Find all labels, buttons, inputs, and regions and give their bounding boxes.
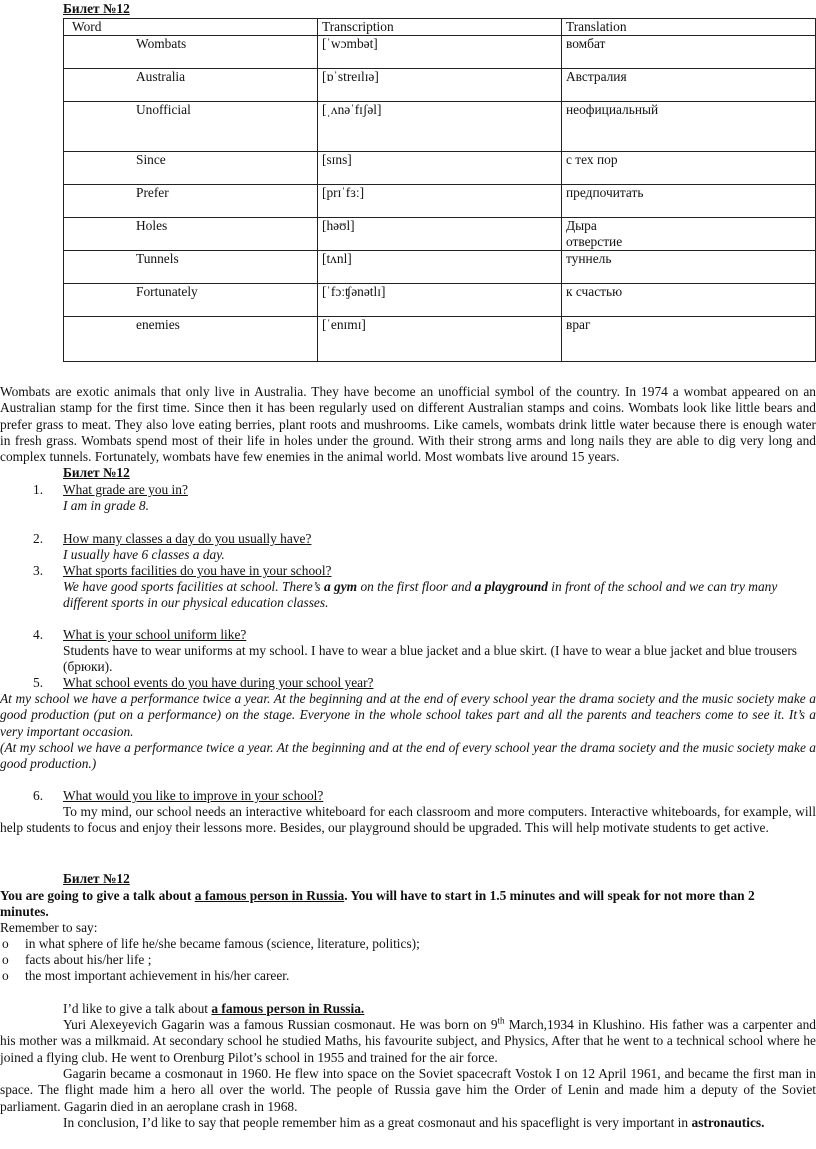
vocabulary-table [63,18,816,362]
list-item: facts about his/her life ; [25,952,152,967]
transcription-cell: [prɪˈfɜː] [318,185,562,218]
header-translation: Translation [562,19,816,36]
talk-intro [63,1001,364,1017]
task-part: You are going to give a talk about [0,888,195,903]
table-row [64,152,816,185]
word-cell: Fortunately [64,284,318,317]
question-2: How many classes a day do you usually have? [63,531,312,546]
translation-cell: к счастью [562,284,816,317]
answer-5: At my school we have a performance twice a year. At the beginning and at the end of every school year the drama society and the music society make a good production (put on a performance) on the stage. Everyone in the whole school takes part and all the parents and teachers come to see it. It’s a very important occasion. [0,691,816,739]
table-header-row [64,19,816,36]
table-row [64,69,816,102]
question-number: 2. [33,531,44,546]
word-cell: Tunnels [64,251,318,284]
question-number: 3. [33,563,44,578]
translation-cell: вомбат [562,36,816,69]
question-6: What would you like to improve in your school? [63,788,324,803]
answer-2: I usually have 6 classes a day. [63,547,225,562]
task-part: . You will have to start in 1.5 minutes and will speak for not more than 2 minutes. [0,888,755,920]
intro-text: I’d like to give a talk about [63,1001,212,1016]
question-number: 1. [33,482,44,497]
superscript: th [497,1015,505,1026]
answer-3 [63,579,815,612]
answer-emphasis: a gym [323,579,358,594]
translation-line: Дыра [566,218,597,233]
list-item: in what sphere of life he/she became famous (science, literature, politics); [25,936,420,951]
translation-line: отверстие [566,234,623,249]
gagarin-paragraph-2: Gagarin became a cosmonaut in 1960. He flew into space on the Soviet spacecraft Vostok I on 12 April 1961, and became the first man in space. The flight made him a hero all over the world. The people of Russia gave him the Order of Lenin and made him a deputy of the Soviet parliament. Gagarin died in an aeroplane crash in 1968. [0,1066,816,1114]
answer-text: on the first floor and [357,579,475,594]
transcription-cell: [sɪns] [318,152,562,185]
translation-cell: неофициальный [562,102,816,152]
section3-title: Билет №12 [63,871,130,886]
bullet-marker: o [2,952,9,967]
translation-cell: туннель [562,251,816,284]
translation-cell: с тех пор [562,152,816,185]
table-row [64,36,816,69]
answer-text: in front of the school and we can try many different sports in our physical education classes. [63,579,778,611]
word-cell: Wombats [64,36,318,69]
word-cell: Unofficial [64,102,318,152]
table-row [64,102,816,152]
word-cell: enemies [64,317,318,362]
translation-cell: враг [562,317,816,362]
answer-1: I am in grade 8. [63,498,149,513]
gagarin-paragraph-1 [0,1017,816,1066]
header-word: Word [64,19,318,36]
ticket-title: Билет №12 [63,1,130,16]
bullet-marker: o [2,936,9,951]
word-cell: Australia [64,69,318,102]
answer-5-alt: (At my school we have a performance twice a year. At the beginning and at the end of every school year the drama society and the music society make a good production.) [0,740,816,772]
header-transcription: Transcription [318,19,562,36]
answer-text: We have good sports facilities at school. There’s [63,579,324,594]
wombat-text: Wombats are exotic animals that only live in Australia. They have become an unofficial symbol of the country. In 1974 a wombat appeared on an Australian stamp for the first time. Since then it has been regularly used on different Australian stamps and coins. Wombats look like little bears and prefer grass to meat. They also love eating berries, plant roots and mushrooms. Like camels, wombats drink little water because there is enough water in fresh grass. Wombats spend most of their life in holes under the ground. With their strong arms and long nails they are able to dig very long and complex tunnels. Fortunately, wombats have few enemies in the animal world. Most wombats live around 15 years. [0,384,816,465]
table-row [64,185,816,218]
list-item: the most important achievement in his/her career. [25,968,290,983]
word-cell: Prefer [64,185,318,218]
transcription-cell: [ɒˈstreɪlɪə] [318,69,562,102]
question-number: 6. [33,788,44,803]
paragraph-emphasis: astronautics. [691,1115,765,1130]
paragraph-text: March,1934 in Klushino. His father was a carpenter and his mother was a milkmaid. At secondary school he studied Maths, his favourite subject, and Physics, After that he went to a technical school where he joined a flying club. He went to Orenburg Pilot’s school in 1955 and trained for the air force. [0,1017,816,1065]
word-cell: Holes [64,218,318,251]
question-1: What grade are you in? [63,482,188,497]
answer-emphasis: a playground [474,579,548,594]
question-5: What school events do you have during your school year? [63,675,374,690]
transcription-cell: [ˈfɔːʧənətlɪ] [318,284,562,317]
table-row [64,218,816,251]
question-number: 4. [33,627,44,642]
table-row [64,317,816,362]
table-row [64,284,816,317]
translation-cell: Австралия [562,69,816,102]
gagarin-paragraph-3 [63,1115,765,1131]
transcription-cell: [ˈenɪmɪ] [318,317,562,362]
transcription-cell: [tʌnl] [318,251,562,284]
paragraph-text: Yuri Alexeyevich Gagarin was a famous Russian cosmonaut. He was born on 9 [63,1017,498,1032]
question-3: What sports facilities do you have in your school? [63,563,332,578]
word-cell: Since [64,152,318,185]
answer-4: Students have to wear uniforms at my school. I have to wear a blue jacket and a blue skirt. (I have to wear a blue jacket and blue trousers (брюки). [63,643,798,675]
transcription-cell: [ˈwɔmbət] [318,36,562,69]
bullet-marker: o [2,968,9,983]
question-number: 5. [33,675,44,690]
transcription-cell: [ˌʌnəˈfɪʃəl] [318,102,562,152]
paragraph-text: In conclusion, I’d like to say that people remember him as a great cosmonaut and his spaceflight is very important in [63,1115,692,1130]
remember-label: Remember to say: [0,920,98,935]
question-4: What is your school uniform like? [63,627,247,642]
translation-cell [562,218,816,251]
task-text [0,888,800,921]
task-topic: a famous person in Russia [194,888,345,903]
answer-6: To my mind, our school needs an interactive whiteboard for each classroom and more computers. Interactive whiteboards, for example, will help students to focus and enjoy their lessons more. Besides, our playground should be upgraded. This will help motivate students to get active. [0,804,816,836]
table-row [64,251,816,284]
transcription-cell: [həʊl] [318,218,562,251]
section2-title: Билет №12 [63,465,130,480]
translation-cell: предпочитать [562,185,816,218]
intro-topic: a famous person in Russia. [211,1001,365,1016]
